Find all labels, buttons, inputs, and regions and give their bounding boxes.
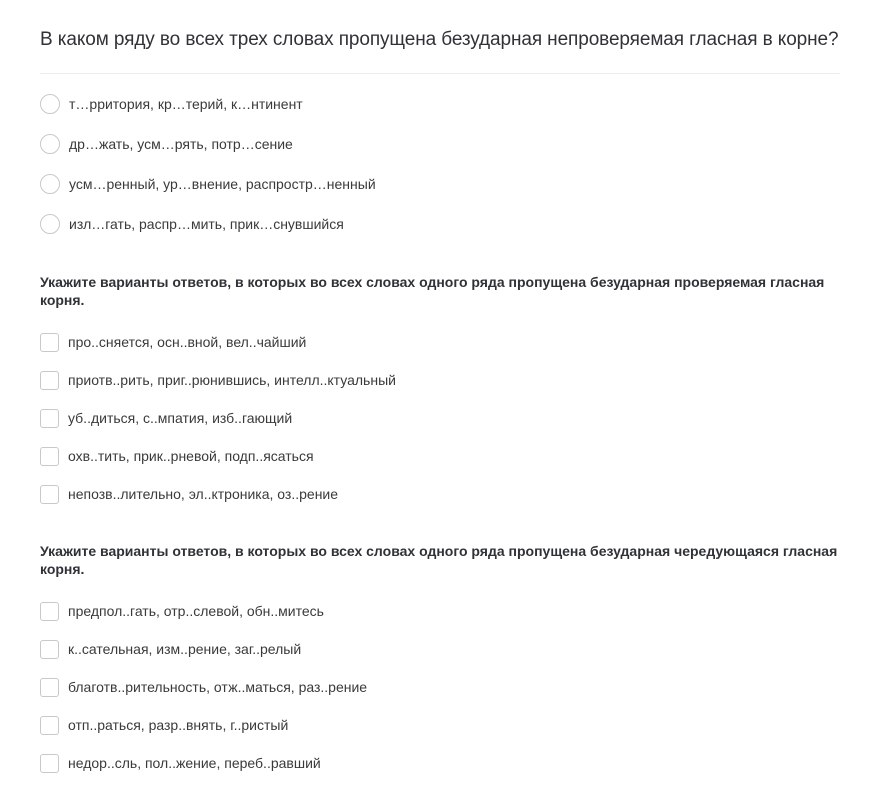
checkbox-option-5[interactable]	[40, 751, 367, 775]
radio-option-2[interactable]	[40, 132, 376, 156]
checkbox-option-2[interactable]	[40, 637, 367, 661]
checkbox-option-3[interactable]	[40, 406, 396, 430]
question-3-options	[40, 599, 367, 789]
option-label: приотв..рить, приг..рюнившись, интелл..ктуальный	[68, 372, 396, 388]
question-2-title: Укажите варианты ответов, в которых во всех словах одного ряда пропущена безударная проверяемая гласная корня.	[40, 274, 825, 308]
checkbox-option-5[interactable]	[40, 482, 396, 506]
option-label: к..сательная, изм..рение, заг..релый	[68, 641, 302, 657]
option-label: уб..диться, с..мпатия, изб..гающий	[68, 410, 293, 426]
checkbox[interactable]	[40, 602, 59, 621]
question-3-title: Укажите варианты ответов, в которых во всех словах одного ряда пропущена безударная чередующаяся гласная корня.	[40, 543, 838, 577]
checkbox[interactable]	[40, 447, 59, 466]
radio-option-4[interactable]	[40, 212, 376, 236]
divider	[40, 73, 840, 74]
checkbox[interactable]	[40, 678, 59, 697]
checkbox[interactable]	[40, 640, 59, 659]
checkbox[interactable]	[40, 333, 59, 352]
question-2-options	[40, 330, 396, 520]
checkbox[interactable]	[40, 371, 59, 390]
radio-button[interactable]	[40, 174, 60, 194]
checkbox[interactable]	[40, 716, 59, 735]
option-label: отп..раться, разр..внять, г..ристый	[68, 717, 289, 733]
checkbox-option-3[interactable]	[40, 675, 367, 699]
radio-button[interactable]	[40, 94, 60, 114]
radio-option-3[interactable]	[40, 172, 376, 196]
option-label: предпол..гать, отр..слевой, обн..митесь	[68, 603, 324, 619]
question-1-title: В каком ряду во всех трех словах пропущена безударная непроверяемая гласная в корне?	[40, 29, 839, 50]
checkbox[interactable]	[40, 485, 59, 504]
option-label: недор..сль, пол..жение, переб..равший	[68, 755, 321, 771]
radio-button[interactable]	[40, 134, 60, 154]
option-label: изл…гать, распр…мить, прик…снувшийся	[69, 216, 344, 232]
option-label: т…рритория, кр…терий, к…нтинент	[69, 96, 303, 112]
option-label: благотв..рительность, отж..маться, раз..рение	[68, 679, 368, 695]
checkbox-option-1[interactable]	[40, 330, 396, 354]
checkbox-option-4[interactable]	[40, 444, 396, 468]
option-label: про..сняется, осн..вной, вел..чайший	[68, 334, 307, 350]
option-label: охв..тить, прик..рневой, подп..ясаться	[68, 448, 314, 464]
checkbox-option-2[interactable]	[40, 368, 396, 392]
question-1-options	[40, 92, 376, 252]
checkbox[interactable]	[40, 409, 59, 428]
option-label: усм…ренный, ур…внение, распростр…ненный	[69, 176, 376, 192]
checkbox[interactable]	[40, 754, 59, 773]
radio-option-1[interactable]	[40, 92, 376, 116]
radio-button[interactable]	[40, 214, 60, 234]
option-label: др…жать, усм…рять, потр…сение	[69, 136, 293, 152]
checkbox-option-4[interactable]	[40, 713, 367, 737]
checkbox-option-1[interactable]	[40, 599, 367, 623]
option-label: непозв..лительно, эл..ктроника, оз..рение	[68, 486, 339, 502]
